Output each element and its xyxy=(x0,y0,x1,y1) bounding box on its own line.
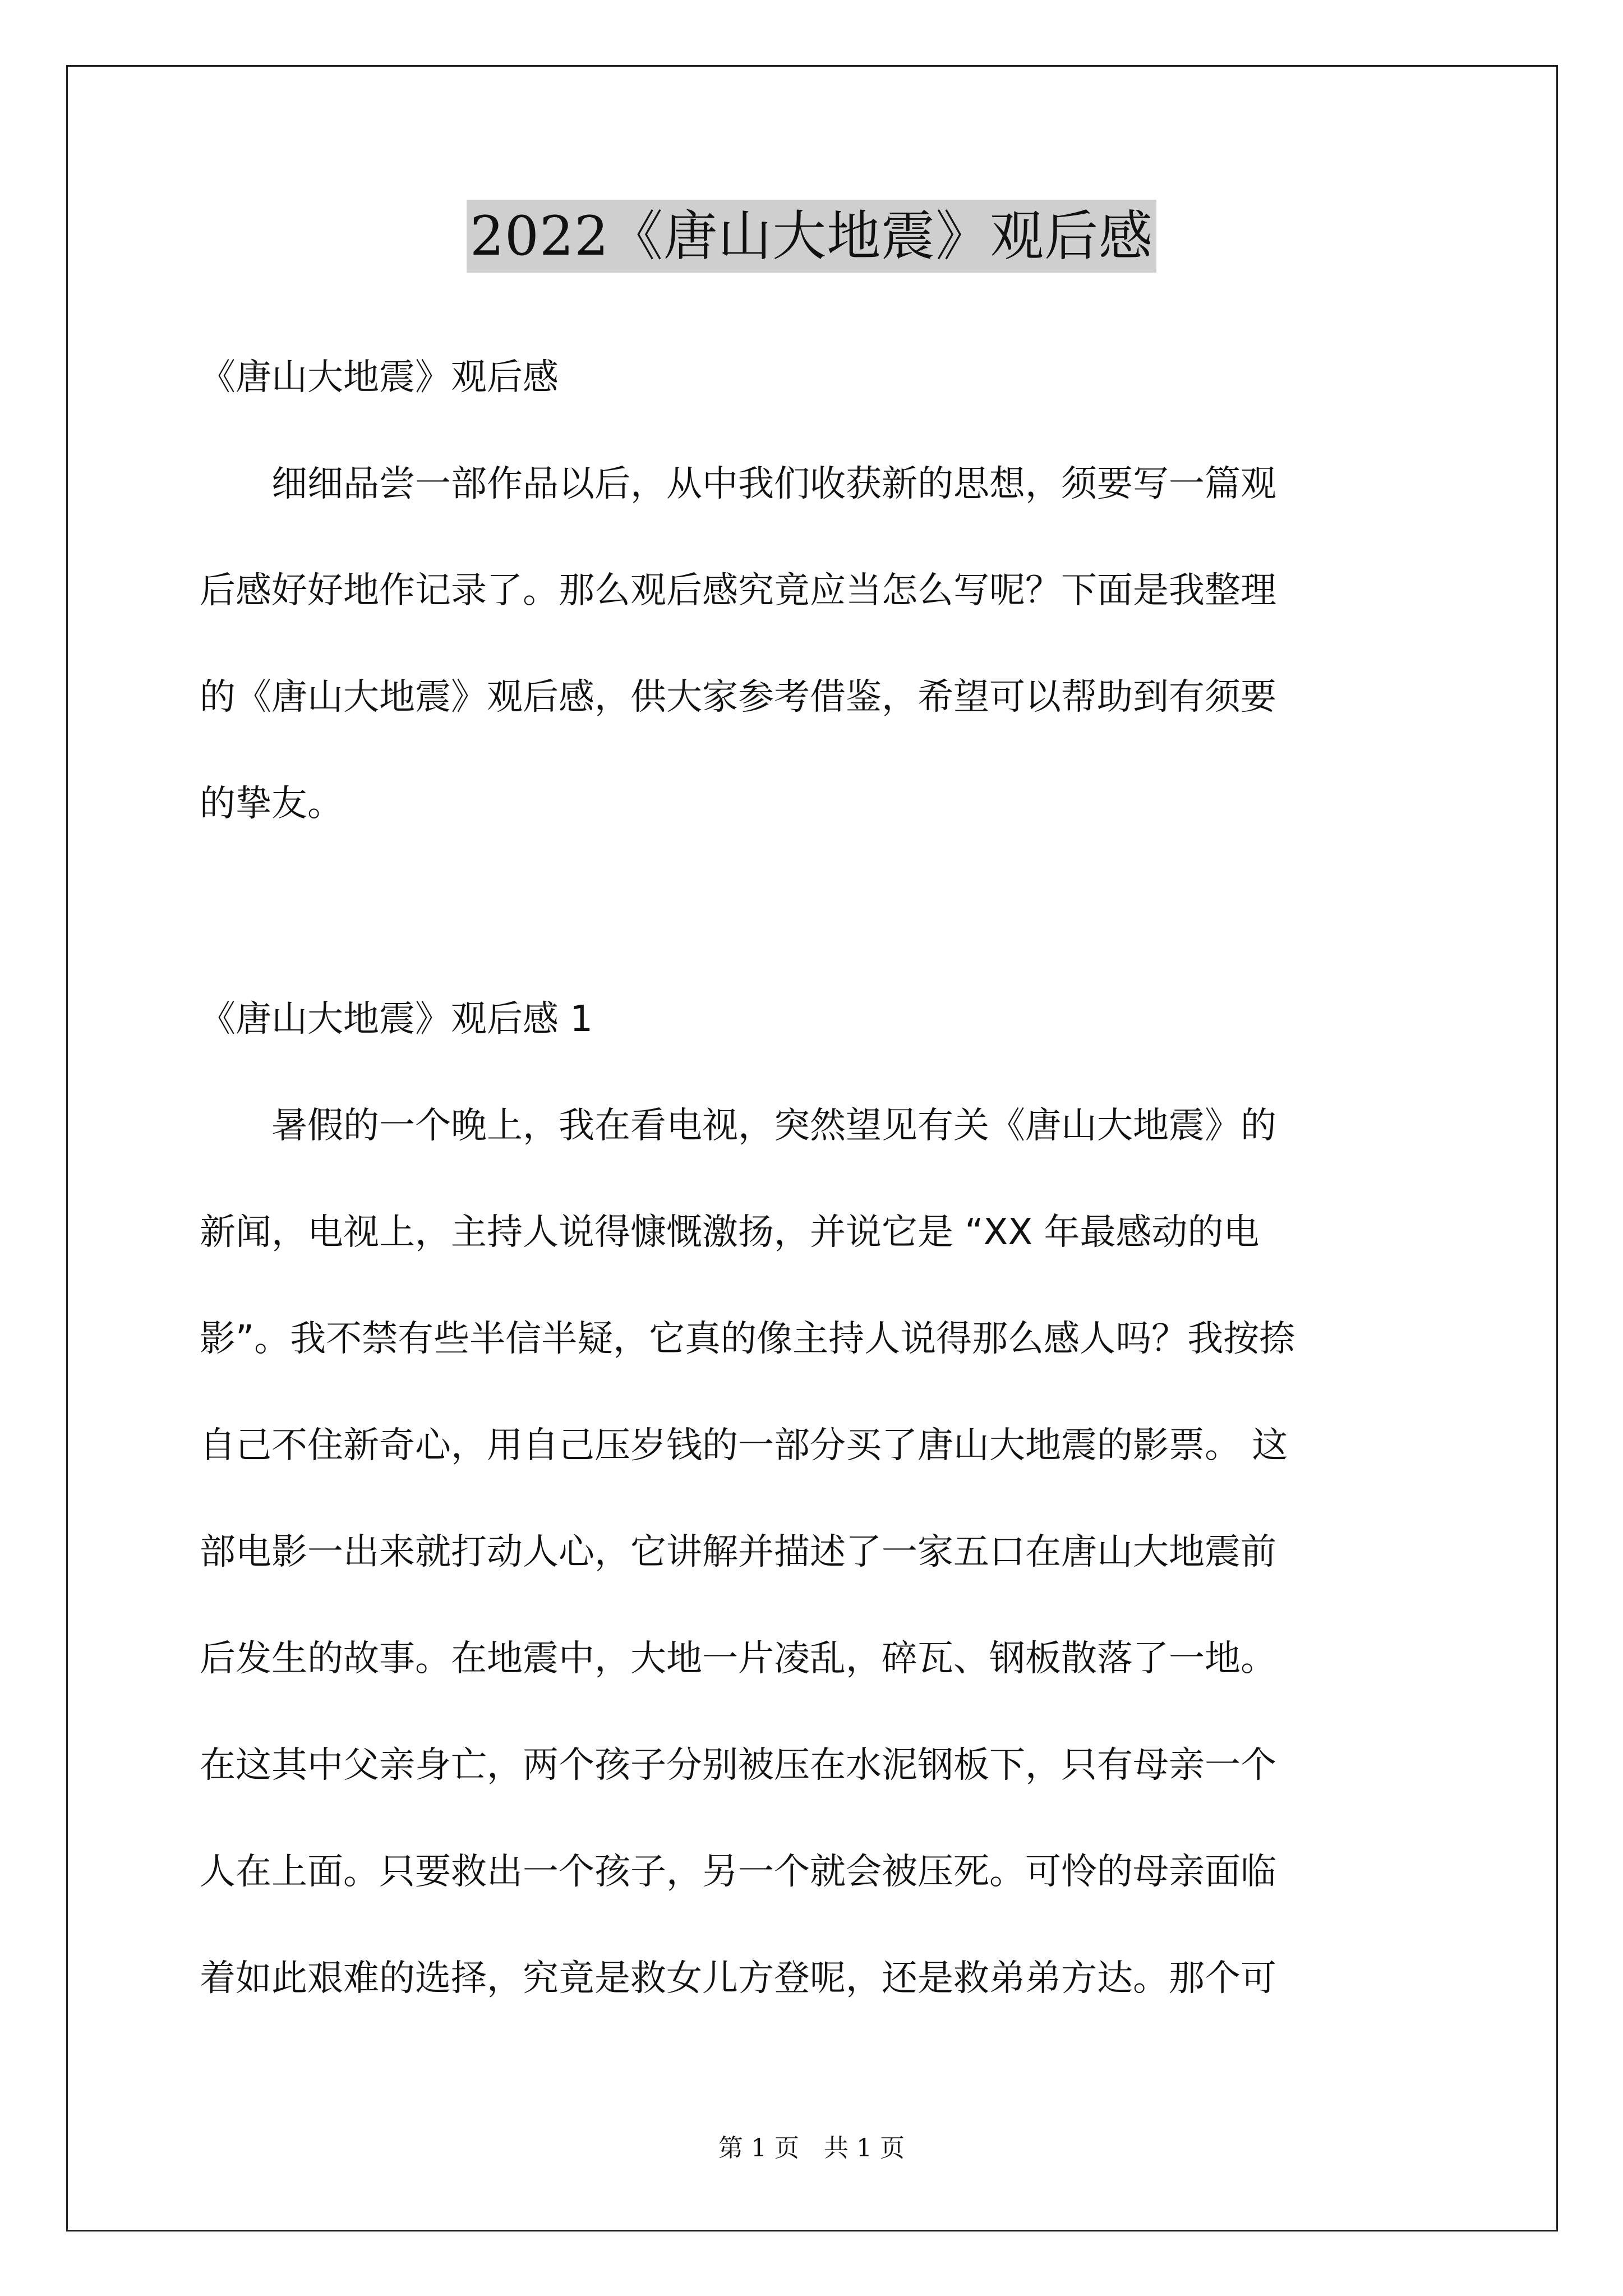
text-line: 的《唐山大地震》观后感，供大家参考借鉴，希望可以帮助到有须要 xyxy=(200,677,1276,718)
text-line: 在这其中父亲身亡，两个孩子分别被压在水泥钢板下，只有母亲一个 xyxy=(200,1745,1276,1786)
text-line: 后感好好地作记录了。那么观后感究竟应当怎么写呢？下面是我整理 xyxy=(200,570,1276,611)
section-heading: 《唐山大地震》观后感 1 xyxy=(200,999,593,1040)
text-line: 着如此艰难的选择，究竟是救女儿方登呢，还是救弟弟方达。那个可 xyxy=(200,1958,1276,1999)
text-line: 影”。我不禁有些半信半疑，它真的像主持人说得那么感人吗？我按捺 xyxy=(200,1318,1295,1360)
text-line: 部电影一出来就打动人心，它讲解并描述了一家五口在唐山大地震前 xyxy=(200,1531,1276,1573)
page-footer: 第 1 页 共 1 页 xyxy=(718,2134,905,2162)
text-line: 自己不住新奇心，用自己压岁钱的一部分买了唐山大地震的影票。 这 xyxy=(200,1425,1288,1466)
document-title: 2022《唐山大地震》观后感 xyxy=(467,200,1156,273)
text-line: 新闻，电视上，主持人说得慷慨激扬，并说它是 “XX 年最感动的电 xyxy=(200,1212,1260,1253)
text-line: 人在上面。只要救出一个孩子，另一个就会被压死。可怜的母亲面临 xyxy=(200,1851,1276,1893)
text-line: 后发生的故事。在地震中，大地一片凌乱，碎瓦、钢板散落了一地。 xyxy=(200,1638,1276,1680)
section-heading: 《唐山大地震》观后感 xyxy=(200,357,559,398)
text-line: 细细品尝一部作品以后，从中我们收获新的思想，须要写一篇观 xyxy=(200,463,1276,505)
text-line: 的挚友。 xyxy=(200,783,343,825)
text-line: 暑假的一个晚上，我在看电视，突然望见有关《唐山大地震》的 xyxy=(200,1105,1276,1147)
title-container xyxy=(0,200,1623,273)
